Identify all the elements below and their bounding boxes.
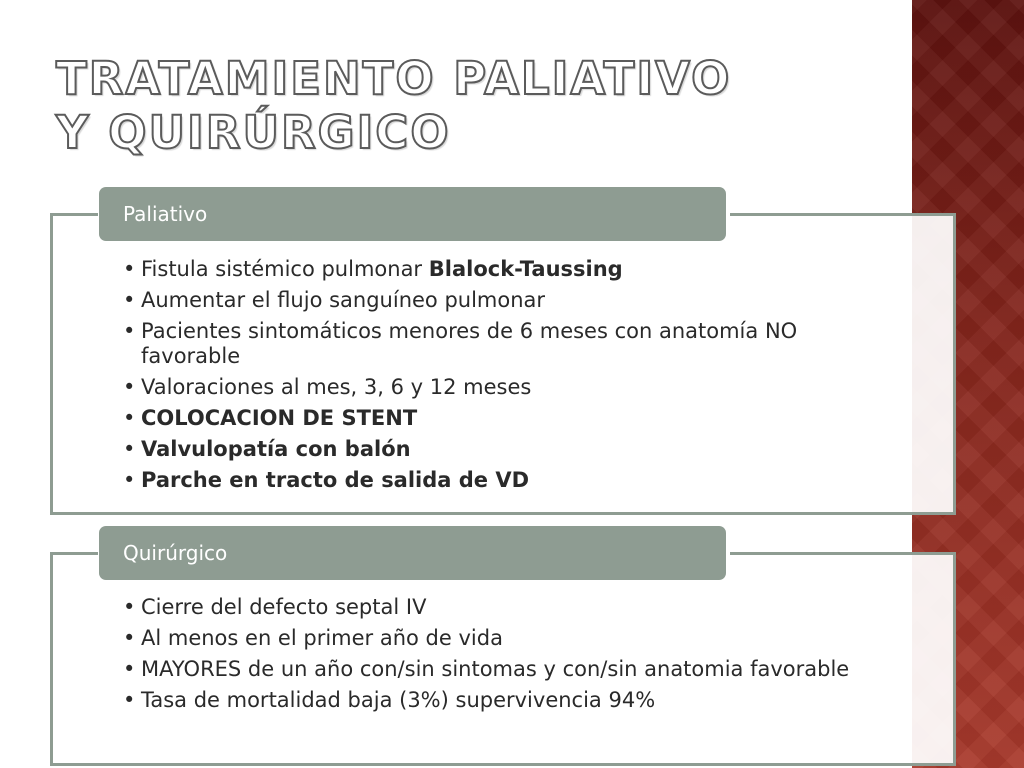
list-item: • Tasa de mortalidad baja (3%) supervivencia 94% xyxy=(123,688,863,713)
list-item: • Al menos en el primer año de vida xyxy=(123,626,863,651)
slide-title: TRATAMIENTO PALIATIVO Y QUIRÚRGICO xyxy=(56,52,732,159)
list-item: • Pacientes sintomáticos menores de 6 meses con anatomía NO favorable xyxy=(123,319,863,369)
list-item: • COLOCACION DE STENT xyxy=(123,406,863,431)
list-item: • Cierre del defecto septal IV xyxy=(123,595,863,620)
paliativo-list xyxy=(123,257,863,499)
list-item: • Fistula sistémico pulmonar Blalock-Taussing xyxy=(123,257,863,282)
list-item: • Valvulopatía con balón xyxy=(123,437,863,462)
list-item: • Valoraciones al mes, 3, 6 y 12 meses xyxy=(123,375,863,400)
list-item: • MAYORES de un año con/sin sintomas y con/sin anatomia favorable xyxy=(123,657,863,682)
quirurgico-list xyxy=(123,595,863,719)
paliativo-heading: Paliativo xyxy=(99,187,726,241)
list-item: • Aumentar el flujo sanguíneo pulmonar xyxy=(123,288,863,313)
quirurgico-heading: Quirúrgico xyxy=(99,526,726,580)
list-item: • Parche en tracto de salida de VD xyxy=(123,468,863,493)
